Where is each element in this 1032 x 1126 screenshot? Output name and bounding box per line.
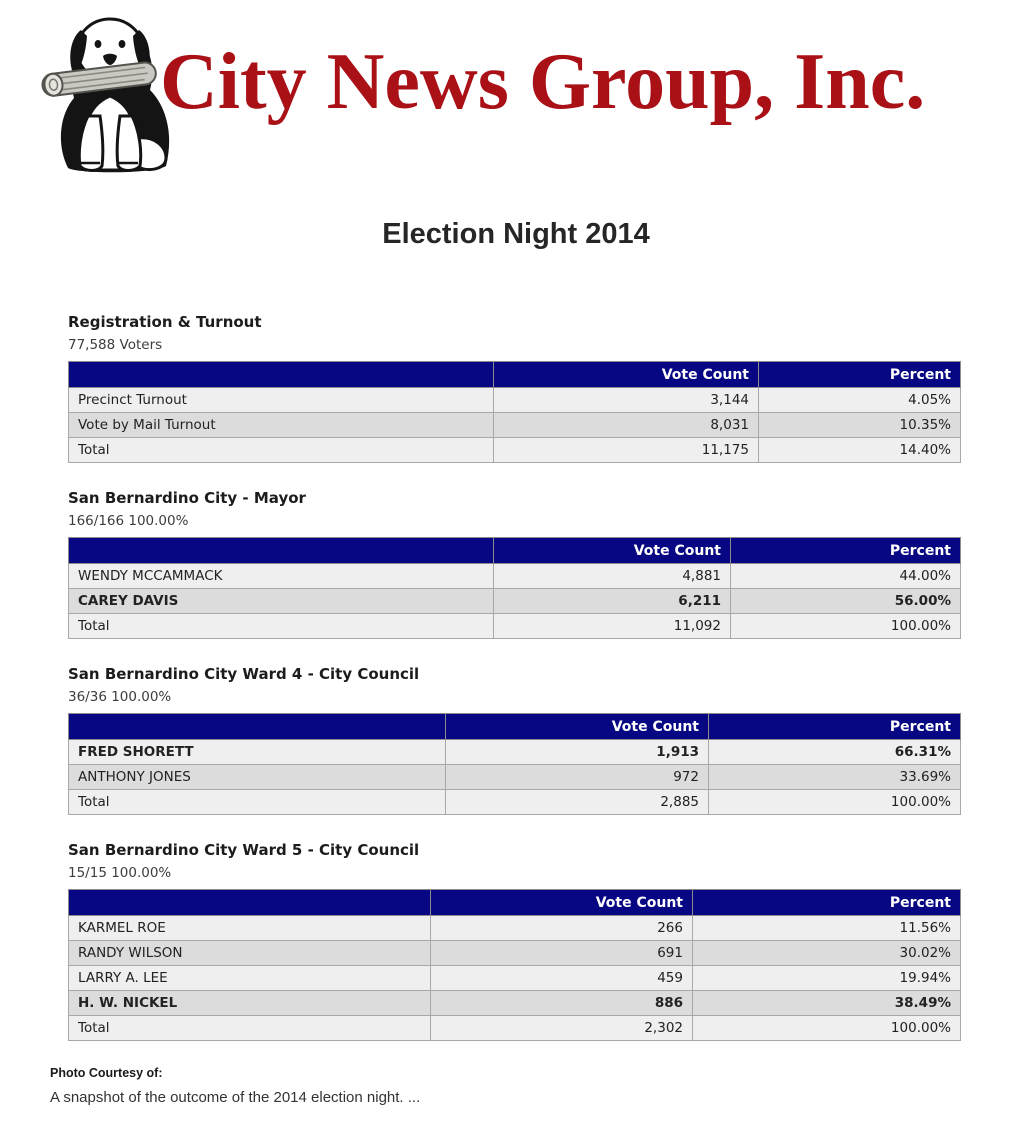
header-percent: Percent (731, 538, 961, 564)
masthead (0, 0, 1032, 178)
header-empty-cell (69, 714, 446, 740)
row-votes: 886 (431, 991, 693, 1016)
header-empty-cell (69, 538, 494, 564)
table-row-winner (69, 991, 961, 1016)
table-header-row (69, 714, 961, 740)
row-percent: 100.00% (693, 1016, 961, 1041)
table-row (69, 413, 961, 438)
row-percent: 10.35% (759, 413, 961, 438)
section-subtitle: 77,588 Voters (68, 337, 163, 353)
results-table (68, 713, 961, 815)
section-subtitle: 15/15 100.00% (68, 865, 172, 881)
row-votes: 2,885 (446, 790, 709, 815)
table-row (69, 941, 961, 966)
section-title: San Bernardino City Ward 4 - City Council (68, 665, 420, 683)
row-votes: 972 (446, 765, 709, 790)
header-vote-count: Vote Count (494, 538, 731, 564)
results-table (68, 889, 961, 1041)
row-label: LARRY A. LEE (69, 966, 431, 991)
header-percent: Percent (693, 890, 961, 916)
brand-title: City News Group, Inc. (160, 38, 926, 126)
row-label: RANDY WILSON (69, 941, 431, 966)
row-votes: 6,211 (494, 589, 731, 614)
section-ward5 (68, 841, 960, 1041)
header-vote-count: Vote Count (494, 362, 759, 388)
header-percent: Percent (709, 714, 961, 740)
row-label: H. W. NICKEL (69, 991, 431, 1016)
photo-credit-footer (50, 1066, 1032, 1106)
section-title: Registration & Turnout (68, 313, 262, 331)
row-percent: 11.56% (693, 916, 961, 941)
table-row-total (69, 1016, 961, 1041)
row-votes: 3,144 (494, 388, 759, 413)
row-votes: 11,175 (494, 438, 759, 463)
section-subtitle: 166/166 100.00% (68, 513, 189, 529)
table-header-row (69, 362, 961, 388)
row-percent: 14.40% (759, 438, 961, 463)
section-title: San Bernardino City Ward 5 - City Council (68, 841, 420, 859)
row-label: FRED SHORETT (69, 740, 446, 765)
section-registration-turnout (68, 313, 960, 463)
row-label: Total (69, 438, 494, 463)
row-label: Total (69, 790, 446, 815)
row-percent: 56.00% (731, 589, 961, 614)
row-percent: 100.00% (731, 614, 961, 639)
table-row-total (69, 438, 961, 463)
page-title: Election Night 2014 (382, 218, 650, 250)
row-votes: 2,302 (431, 1016, 693, 1041)
row-votes: 11,092 (494, 614, 731, 639)
table-row (69, 564, 961, 589)
row-label: Total (69, 614, 494, 639)
row-percent: 33.69% (709, 765, 961, 790)
row-percent: 19.94% (693, 966, 961, 991)
row-label: CAREY DAVIS (69, 589, 494, 614)
section-mayor (68, 489, 960, 639)
header-percent: Percent (759, 362, 961, 388)
row-percent: 44.00% (731, 564, 961, 589)
header-empty-cell (69, 890, 431, 916)
results-table (68, 361, 961, 463)
table-header-row (69, 890, 961, 916)
section-ward4 (68, 665, 960, 815)
results-sections (68, 313, 960, 1041)
table-row-winner (69, 740, 961, 765)
row-percent: 4.05% (759, 388, 961, 413)
row-label: Total (69, 1016, 431, 1041)
section-subtitle: 36/36 100.00% (68, 689, 172, 705)
row-label: KARMEL ROE (69, 916, 431, 941)
table-row-total (69, 614, 961, 639)
header-vote-count: Vote Count (446, 714, 709, 740)
table-row (69, 765, 961, 790)
section-title: San Bernardino City - Mayor (68, 489, 306, 507)
row-votes: 8,031 (494, 413, 759, 438)
table-row (69, 916, 961, 941)
row-label: Vote by Mail Turnout (69, 413, 494, 438)
row-votes: 691 (431, 941, 693, 966)
row-votes: 266 (431, 916, 693, 941)
row-label: ANTHONY JONES (69, 765, 446, 790)
header-empty-cell (69, 362, 494, 388)
photo-credit-label: Photo Courtesy of: (50, 1066, 163, 1080)
row-votes: 459 (431, 966, 693, 991)
row-percent: 100.00% (709, 790, 961, 815)
table-header-row (69, 538, 961, 564)
row-votes: 1,913 (446, 740, 709, 765)
table-row (69, 388, 961, 413)
row-percent: 30.02% (693, 941, 961, 966)
row-percent: 38.49% (693, 991, 961, 1016)
table-row-total (69, 790, 961, 815)
row-percent: 66.31% (709, 740, 961, 765)
row-votes: 4,881 (494, 564, 731, 589)
row-label: WENDY MCCAMMACK (69, 564, 494, 589)
results-table (68, 537, 961, 639)
header-vote-count: Vote Count (431, 890, 693, 916)
photo-caption: A snapshot of the outcome of the 2014 election night. ... (50, 1089, 421, 1106)
table-row (69, 966, 961, 991)
row-label: Precinct Turnout (69, 388, 494, 413)
table-row-winner (69, 589, 961, 614)
